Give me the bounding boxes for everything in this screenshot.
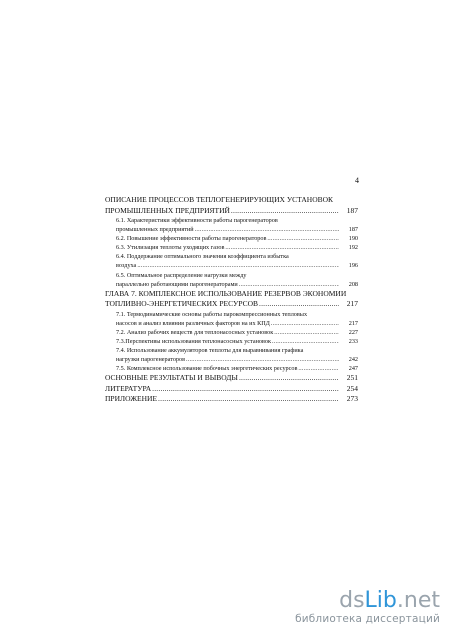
toc-page-number: 242: [348, 356, 358, 364]
toc-entry: [105, 394, 358, 405]
toc-entry-text: ОПИСАНИЕ ПРОЦЕССОВ ТЕПЛОГЕНЕРИРУЮЩИХ УСТАНОВОК: [105, 195, 334, 204]
watermark-brand-suffix: .net: [396, 588, 440, 613]
dot-leader: [239, 280, 339, 289]
toc-entry: [105, 373, 358, 384]
toc-entry: [105, 243, 358, 252]
toc-entry: [105, 337, 358, 346]
table-of-contents: [105, 195, 358, 405]
dot-leader: [158, 394, 339, 405]
toc-page-number: 217: [348, 319, 358, 327]
toc-entry-text: 6.3. Утилизация теплоты уходящих газов: [116, 244, 225, 252]
toc-page-number: 187: [348, 226, 358, 234]
dot-leader: [271, 319, 339, 328]
toc-page-number: 196: [348, 262, 358, 270]
toc-entry: [105, 364, 358, 373]
toc-entry-text: 7.3.Перспективы использования теплонасосных установок: [116, 338, 271, 346]
watermark-brand-middle: Lib: [364, 588, 397, 613]
dot-leader: [298, 364, 339, 373]
watermark-subtitle: библиотека диссертаций: [295, 613, 440, 625]
toc-entry-text: 6.2. Повышение эффективности работы парогенераторов: [116, 235, 267, 243]
toc-entry-text: ОСНОВНЫЕ РЕЗУЛЬТАТЫ И ВЫВОДЫ: [105, 373, 238, 383]
toc-entry-text: 6.4. Поддержание оптимального значения коэффициента избытка: [116, 253, 289, 261]
dot-leader: [195, 225, 339, 234]
dot-leader: [267, 234, 339, 243]
toc-entry-text: насосов и анализ влияния различных факторов на их КПД: [116, 319, 270, 327]
toc-entry-text: ГЛАВА 7. КОМПЛЕКСНОЕ ИСПОЛЬЗОВАНИЕ РЕЗЕРВОВ ЭКОНОМИИ: [105, 288, 347, 298]
dot-leader: [272, 337, 339, 346]
toc-page-number: 192: [348, 244, 358, 252]
watermark-brand-prefix: ds: [339, 588, 365, 613]
toc-entry-text: промышленных предприятий: [116, 226, 194, 234]
toc-page-number: 217: [346, 299, 358, 309]
dot-leader: [152, 384, 339, 395]
dot-leader: [274, 328, 339, 337]
toc-page-number: 208: [348, 280, 358, 288]
dot-leader: [259, 299, 339, 310]
toc-page-number: 190: [348, 235, 358, 243]
toc-entry: [105, 384, 358, 395]
toc-entry: [105, 289, 358, 310]
toc-entry: [105, 252, 358, 270]
toc-entry-text: параллельно работающими парогенераторами: [116, 280, 238, 288]
toc-entry-text: нагрузки парогенераторов: [116, 356, 186, 364]
dot-leader: [239, 373, 339, 384]
toc-entry: [105, 346, 358, 364]
toc-entry-text: 6.5. Оптимальное распределение нагрузки между: [116, 271, 247, 279]
toc-entry-text: ЛИТЕРАТУРА: [105, 383, 152, 393]
watermark: [295, 589, 440, 626]
toc-entry-text: ТОПЛИВНО-ЭНЕРГЕТИЧЕСКИХ РЕСУРСОВ: [105, 299, 259, 309]
toc-entry-text: 7.2. Анализ рабочих веществ для теплонасосных установок: [116, 328, 274, 336]
toc-entry-text: 7.4. Использование аккумуляторов теплоты для выравнивания графика: [116, 347, 304, 355]
dot-leader: [186, 355, 339, 364]
toc-page-number: 254: [346, 383, 358, 393]
toc-page-number: 227: [348, 328, 358, 336]
toc-entry-text: 6.1. Характеристики эффективности работы парогенераторов: [116, 217, 278, 224]
toc-page-number: 187: [346, 205, 358, 215]
toc-entry-text: ПРОМЫШЛЕННЫХ ПРЕДПРИЯТИЙ: [105, 205, 230, 215]
toc-page-number: 273: [346, 394, 358, 404]
dot-leader: [225, 243, 339, 252]
toc-page-number: 247: [348, 365, 358, 373]
dot-leader: [231, 206, 339, 217]
toc-entry-text: воздуха: [116, 262, 137, 270]
dot-leader: [137, 261, 339, 270]
toc-entry: [105, 216, 358, 234]
toc-entry: [105, 271, 358, 289]
toc-entry: [105, 310, 358, 328]
toc-entry-text: ПРИЛОЖЕНИЕ: [105, 394, 158, 404]
toc-page-number: 251: [346, 373, 358, 383]
toc-entry-text: 7.5. Комплексное использование побочных энергетических ресурсов: [116, 365, 298, 373]
page-number: 4: [355, 176, 359, 185]
toc-entry: [105, 234, 358, 243]
toc-page-number: 233: [348, 338, 358, 346]
watermark-logo: [295, 589, 440, 613]
toc-entry-text: 7.1. Термодинамические основы работы парокомпрессионных тепловых: [116, 310, 308, 318]
toc-entry: [105, 195, 358, 216]
toc-entry: [105, 328, 358, 337]
